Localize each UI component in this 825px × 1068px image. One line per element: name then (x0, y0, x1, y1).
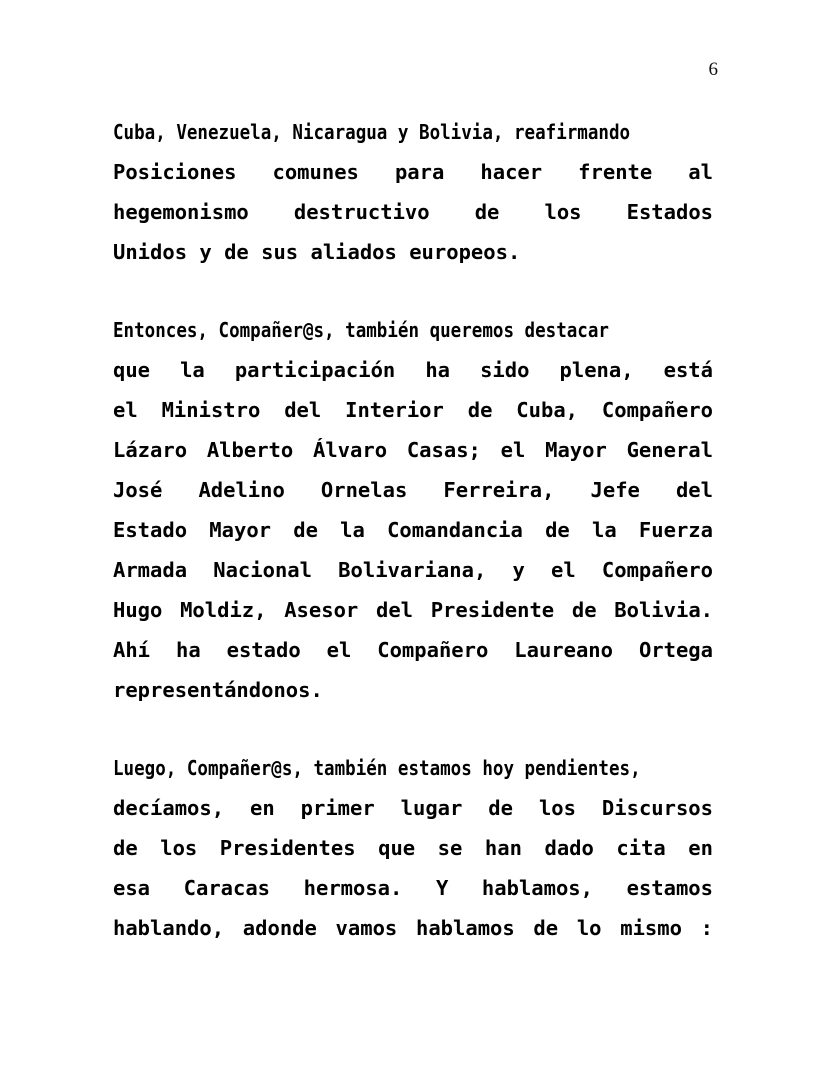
text-line: Estado Mayor de la Comandancia de la Fuerza (113, 518, 713, 542)
text-line: esa Caracas hermosa. Y hablamos, estamos (113, 876, 713, 900)
text-line: Entonces, Compañer@s, también queremos destacar (113, 318, 609, 342)
text-line: Unidos y de sus aliados europeos. (113, 240, 521, 264)
text-line: Lázaro Alberto Álvaro Casas; el Mayor General (113, 438, 713, 462)
text-line: Hugo Moldiz, Asesor del Presidente de Bolivia. (113, 598, 713, 622)
text-line: Cuba, Venezuela, Nicaragua y Bolivia, reafirmando (113, 120, 631, 144)
paragraph-1 (113, 112, 713, 272)
paragraph-2 (113, 310, 713, 710)
text-line: José Adelino Ornelas Ferreira, Jefe del (113, 478, 713, 502)
text-line: Posiciones comunes para hacer frente al (113, 160, 713, 184)
paragraph-3 (113, 748, 713, 948)
page-number: 6 (708, 59, 718, 80)
text-line: Luego, Compañer@s, también estamos hoy pendientes, (113, 756, 641, 780)
text-line: de los Presidentes que se han dado cita en (113, 836, 713, 860)
text-line: Ahí ha estado el Compañero Laureano Ortega (113, 638, 713, 662)
document-body (113, 112, 713, 948)
text-line: decíamos, en primer lugar de los Discursos (113, 796, 713, 820)
text-line: Armada Nacional Bolivariana, y el Compañero (113, 558, 713, 582)
text-line: representándonos. (113, 678, 323, 702)
text-line: hegemonismo destructivo de los Estados (113, 200, 713, 224)
text-line: que la participación ha sido plena, está (113, 358, 713, 382)
text-line: hablando, adonde vamos hablamos de lo mismo : (113, 916, 713, 940)
text-line: el Ministro del Interior de Cuba, Compañero (113, 398, 713, 422)
